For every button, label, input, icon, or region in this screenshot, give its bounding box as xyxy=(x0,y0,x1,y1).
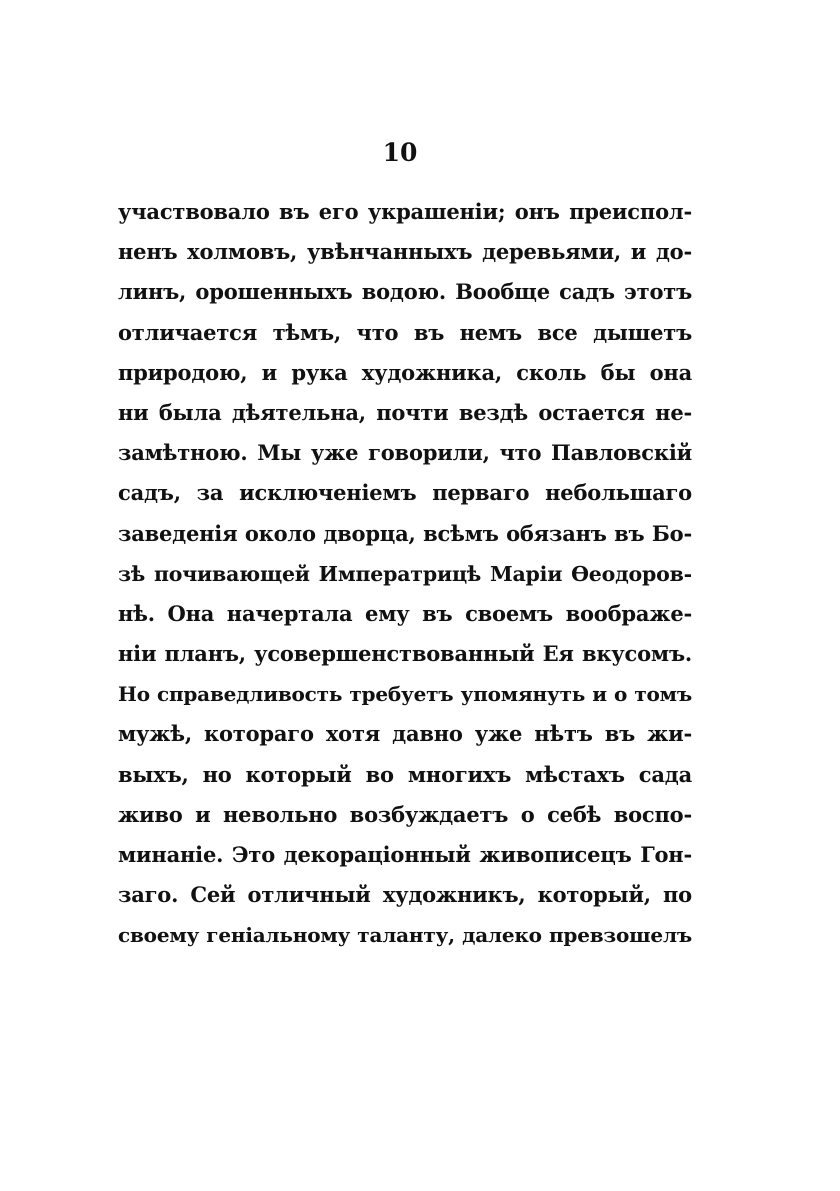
text-line-12: ніи планъ, усовершенствованный Ея вкусомъ. xyxy=(118,641,692,667)
text-line-18: заго. Сей отличный художникъ, который, по xyxy=(118,882,692,908)
text-line-8: садъ, за исключеніемъ перваго небольшаго xyxy=(118,480,692,506)
text-line-4: отличается тѣмъ, что въ немъ все дышетъ xyxy=(118,319,692,345)
body-text xyxy=(118,192,692,956)
text-line-15: выхъ, но который во многихъ мѣстахъ сада xyxy=(118,761,692,787)
text-line-13: Но справедливость требуетъ упомянуть и о томъ xyxy=(118,682,692,707)
text-line-14: мужѣ, котораго хотя давно уже нѣтъ въ жи- xyxy=(118,721,692,747)
text-line-17: минаніе. Это декораціонный живописецъ Гон- xyxy=(118,842,692,867)
text-line-7: замѣтною. Мы уже говорили, что Павловскій xyxy=(118,440,692,466)
text-line-2: ненъ холмовъ, увѣнчанныхъ деревьями, и до- xyxy=(118,239,692,265)
text-line-3: линъ, орошенныхъ водою. Вообще садъ этотъ xyxy=(118,279,692,305)
text-line-19: своему геніальному таланту, далеко превзошелъ xyxy=(118,923,692,948)
text-line-6: ни была дѣятельна, почти вездѣ остается не- xyxy=(118,399,692,425)
page-number: 10 xyxy=(382,138,418,167)
text-line-10: зѣ почивающей Императрицѣ Маріи Ѳеодоров- xyxy=(118,561,692,586)
text-line-5: природою, и рука художника, сколь бы она xyxy=(118,359,692,385)
text-line-9: заведенія около дворца, всѣмъ обязанъ въ Бо- xyxy=(118,520,692,546)
text-line-16: живо и невольно возбуждаетъ о себѣ воспо- xyxy=(118,801,692,827)
text-line-11: нѣ. Она начертала ему въ своемъ воображе- xyxy=(118,600,692,626)
text-line-1: участвовало въ его украшеніи; онъ преиспол- xyxy=(118,199,692,224)
